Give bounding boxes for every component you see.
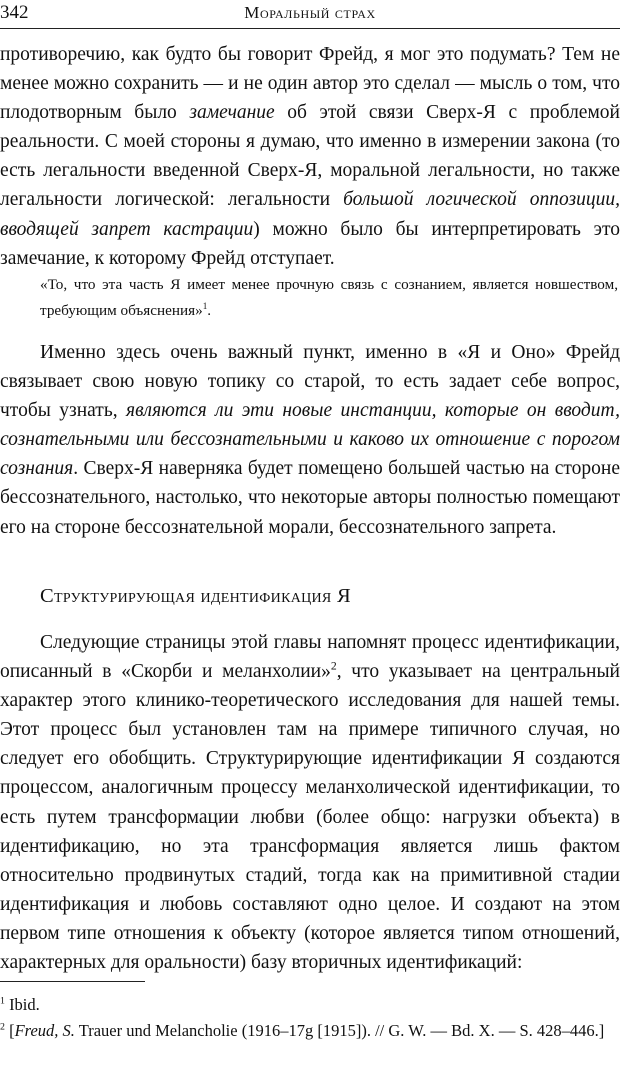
footnote-marker: 1 [0,995,5,1007]
text-run: Именно здесь очень важный пункт, именно в «Я и Оно» Фрейд связывает свою новую топику со старой, то есть задает себе вопрос, чтобы узнать, [0,342,620,422]
footnote-marker: 2 [330,659,337,673]
footnote-marker: 1 [202,300,208,311]
block-quote [40,272,618,324]
page-header [0,0,620,30]
text-run: противоречию, как будто бы говорит Фрейд, я мог это подумать? Тем не менее можно сохранить — и не один автор это сделал — мысль о том, что плодотворным было [0,44,620,124]
text-run: ) можно было бы интерпретировать это замечание, к которому Фрейд отступает. [0,218,620,269]
italic-text: большой логической оппозиции, вводящей запрет кастрации [0,189,620,240]
text-run: . Сверх-Я наверняка будет помещено большей частью на стороне бессознательного, настолько, что некоторые авторы полностью помещают его на стороне бессознательной морали, бессознательного запрета. [0,458,620,538]
page-number: 342 [0,2,29,23]
paragraph-2 [0,338,620,542]
text-run: Следующие страницы этой главы напомнят процесс идентификации, описанный в «Скорби и меланхолии» [0,632,620,683]
text-run: Trauer und Melancholie (1916–17g [1915]). // G. W. — Bd. X. — S. 428–446.] [74,1021,605,1040]
header-rule [0,28,620,29]
paragraph-1 [0,40,620,273]
text-run: , что указывает на центральный характер этого клинико-теоретического исследования для нашей темы. Этот процесс был установлен там на примере типичного случая, но следует его обобщить. Структурирующие идентификации Я создаются процессом, аналогичным процессу меланхолической идентификации, то есть путем трансформации любви (более общо: нагрузки объекта) в идентификацию, но эта трансформация является лишь фактом относительно продвинутых стадий, тогда как на примитивной стадии идентификация и любовь составляют одно целое. И создают на этом первом типе отношения к объекту (которое является типом отношений, характерных для оральности) базу вторичных идентификаций: [0,661,620,974]
italic-text: Freud, S. [14,1021,75,1040]
section-heading: Структурирующая идентификация Я [40,585,351,607]
italic-text: замечание [189,102,275,124]
text-run: «То, что эта часть Я имеет менее прочную связь с сознанием, является новшеством, требующим объяснения» [40,276,618,319]
text-run: Ibid. [4,995,40,1014]
footnote-1 [0,993,620,1017]
text-run: . [207,302,212,319]
paragraph-3 [0,628,620,977]
text-run: [ [4,1021,15,1040]
running-title: Моральный страх [244,3,376,22]
footnote-rule [0,981,145,982]
footnote-marker: 2 [0,1021,5,1033]
text-run: об этой связи Сверх-Я с проблемой реальности. С моей стороны я думаю, что именно в измерении закона (то есть легальности введенной Сверх-Я, моральной легальности, но также легальности логической: легальности [0,102,620,211]
footnote-2 [0,1019,620,1043]
italic-text: являются ли эти новые инстанции, которые он вводит, сознательными или бессознательными и каково их отношение с порогом сознания [0,400,620,480]
